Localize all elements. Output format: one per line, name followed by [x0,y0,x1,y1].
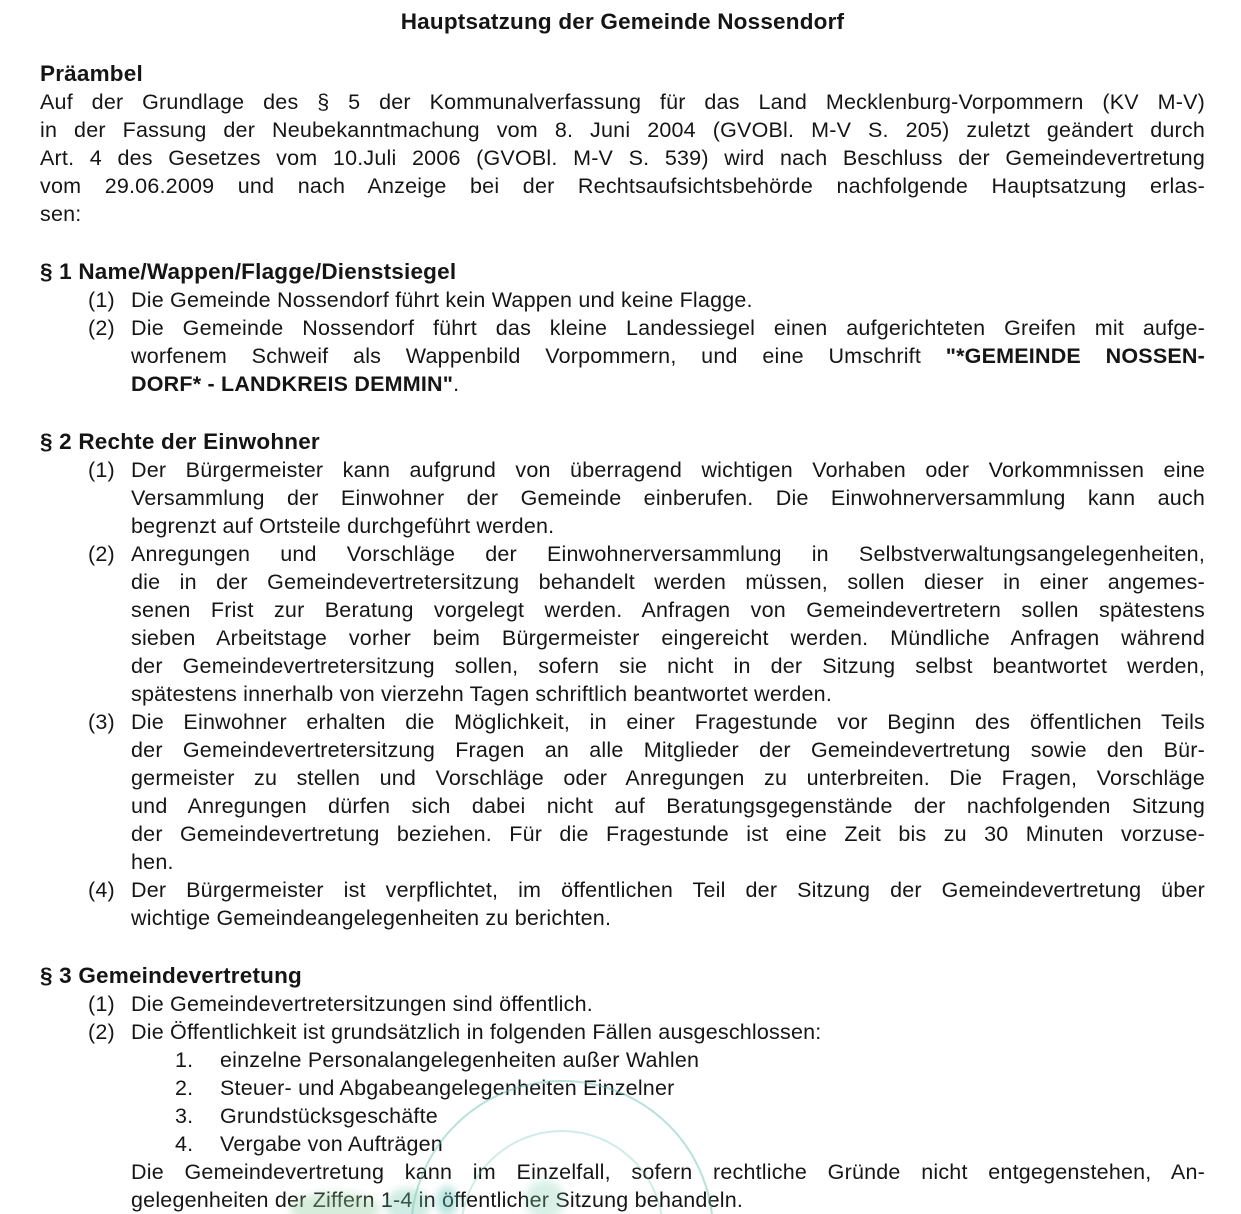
paragraph [40,88,1205,228]
item-number: (2) [88,542,115,566]
text-line: Die Gemeinde Nossendorf führt das kleine Landessiegel einen aufgerichteten Greifen mit aufge- [131,316,1205,340]
section-par-2 [40,428,1205,932]
text-line: Die Gemeindevertretung kann im Einzelfall, sofern rechtliche Gründe nicht entgegenstehen, An- [131,1160,1205,1184]
item-number: (4) [88,878,115,902]
text-line: sieben Arbeitstage vorher beim Bürgermeister eingereicht werden. Mündliche Anfragen während [131,626,1205,650]
text-line: der Gemeindevertretersitzung sollen, sofern sie nicht in der Sitzung selbst beantwortet werden, [131,654,1205,678]
bold-text: "*GEMEINDE NOSSEN- [945,344,1205,368]
text-line: die in der Gemeindevertretersitzung behandelt werden müssen, sollen dieser in einer angemes- [131,570,1205,594]
item-number: 4. [175,1132,194,1156]
list-item [40,1074,1205,1102]
text-line: senen Frist zur Beratung vorgelegt werden. Anfragen von Gemeindevertretern sollen spätestens [131,598,1205,622]
section-heading: § 1 Name/Wappen/Flagge/Dienstsiegel [40,259,457,284]
text-line: Die Einwohner erhalten die Möglichkeit, in einer Fragestunde vor Beginn des öffentlichen Teils [131,710,1205,734]
text-line: Versammlung der Einwohner der Gemeinde einberufen. Die Einwohnerversammlung kann auch [131,486,1205,510]
text-line: Auf der Grundlage des § 5 der Kommunalverfassung für das Land Mecklenburg-Vorpommern (KV M-V) [40,90,1205,114]
text-line: Die Gemeinde Nossendorf führt kein Wappen und keine Flagge. [131,288,753,312]
item-number: (2) [88,1020,115,1044]
text-line: Die Gemeindevertretersitzungen sind öffentlich. [131,992,593,1016]
item-number: (3) [88,710,115,734]
section-heading: Präambel [40,61,143,86]
text-line: sen: [40,202,82,226]
text-line: einzelne Personalangelegenheiten außer Wahlen [220,1048,700,1072]
list-item [40,708,1205,876]
list-item [40,1018,1205,1046]
text-line: spätestens innerhalb von vierzehn Tagen schriftlich beantwortet werden. [131,682,833,706]
text-line: der Gemeindevertretung beziehen. Für die Fragestunde ist eine Zeit bis zu 30 Minuten vorzuse- [131,822,1205,846]
document-body [40,60,1205,1214]
list-item [40,540,1205,708]
document-title: Hauptsatzung der Gemeinde Nossendorf [400,9,845,34]
text-line: wichtige Gemeindeangelegenheiten zu berichten. [131,906,612,930]
list-item [40,314,1205,398]
text-line: worfenem Schweif als Wappenbild Vorpommern, und eine Umschrift "*GEMEINDE NOSSEN- [131,344,1205,368]
section-praeambel [40,60,1205,228]
text-line: begrenzt auf Ortsteile durchgeführt werden. [131,514,555,538]
section-heading: § 3 Gemeindevertretung [40,963,302,988]
list-item [40,876,1205,932]
list-item [40,1102,1205,1130]
text-line: in der Fassung der Neubekanntmachung vom 8. Juni 2004 (GVOBl. M-V S. 205) zuletzt geändert durch [40,118,1205,142]
text-line: DORF* - LANDKREIS DEMMIN". [131,372,460,396]
text-line: Der Bürgermeister kann aufgrund von überragend wichtigen Vorhaben oder Vorkommnissen eine [131,458,1205,482]
paragraph [40,1158,1205,1214]
list-item [40,990,1205,1018]
list-item [40,1130,1205,1158]
text-line: germeister zu stellen und Vorschläge oder Anregungen zu unterbreiten. Die Fragen, Vorschläge [131,766,1205,790]
list-item [40,1046,1205,1074]
text-line: und Anregungen dürfen sich dabei nicht auf Beratungsgegenstände der nachfolgenden Sitzung [131,794,1205,818]
text-line: vom 29.06.2009 und nach Anzeige bei der Rechtsaufsichtsbehörde nachfolgende Hauptsatzung erlas- [40,174,1205,198]
text-line: Steuer- und Abgabeangelegenheiten Einzelner [220,1076,675,1100]
text-line: Art. 4 des Gesetzes vom 10.Juli 2006 (GVOBl. M-V S. 539) wird nach Beschluss der Gemeindevertretung [40,146,1205,170]
section-par-1 [40,258,1205,398]
text-line: Der Bürgermeister ist verpflichtet, im öffentlichen Teil der Sitzung der Gemeindevertretung über [131,878,1205,902]
text-line: Vergabe von Aufträgen [220,1132,443,1156]
text-line: gelegenheiten der Ziffern 1-4 in öffentlicher Sitzung behandeln. [131,1188,744,1212]
item-number: (2) [88,316,115,340]
item-number: 1. [175,1048,194,1072]
item-number: (1) [88,288,115,312]
text-line: Grundstücksgeschäfte [220,1104,438,1128]
list-item [40,286,1205,314]
item-number: 2. [175,1076,194,1100]
item-number: (1) [88,458,115,482]
item-number: (1) [88,992,115,1016]
list-item [40,456,1205,540]
section-par-3 [40,962,1205,1214]
text-line: Die Öffentlichkeit ist grundsätzlich in folgenden Fällen ausgeschlossen: [131,1020,822,1044]
item-number: 3. [175,1104,194,1128]
text-line: hen. [131,850,174,874]
section-heading: § 2 Rechte der Einwohner [40,429,320,454]
text-line: Anregungen und Vorschläge der Einwohnerversammlung in Selbstverwaltungsangelegenheiten, [131,542,1205,566]
text-line: der Gemeindevertretersitzung Fragen an alle Mitglieder der Gemeindevertretung sowie den Bür- [131,738,1205,762]
bold-text: DORF* - LANDKREIS DEMMIN" [131,372,454,396]
